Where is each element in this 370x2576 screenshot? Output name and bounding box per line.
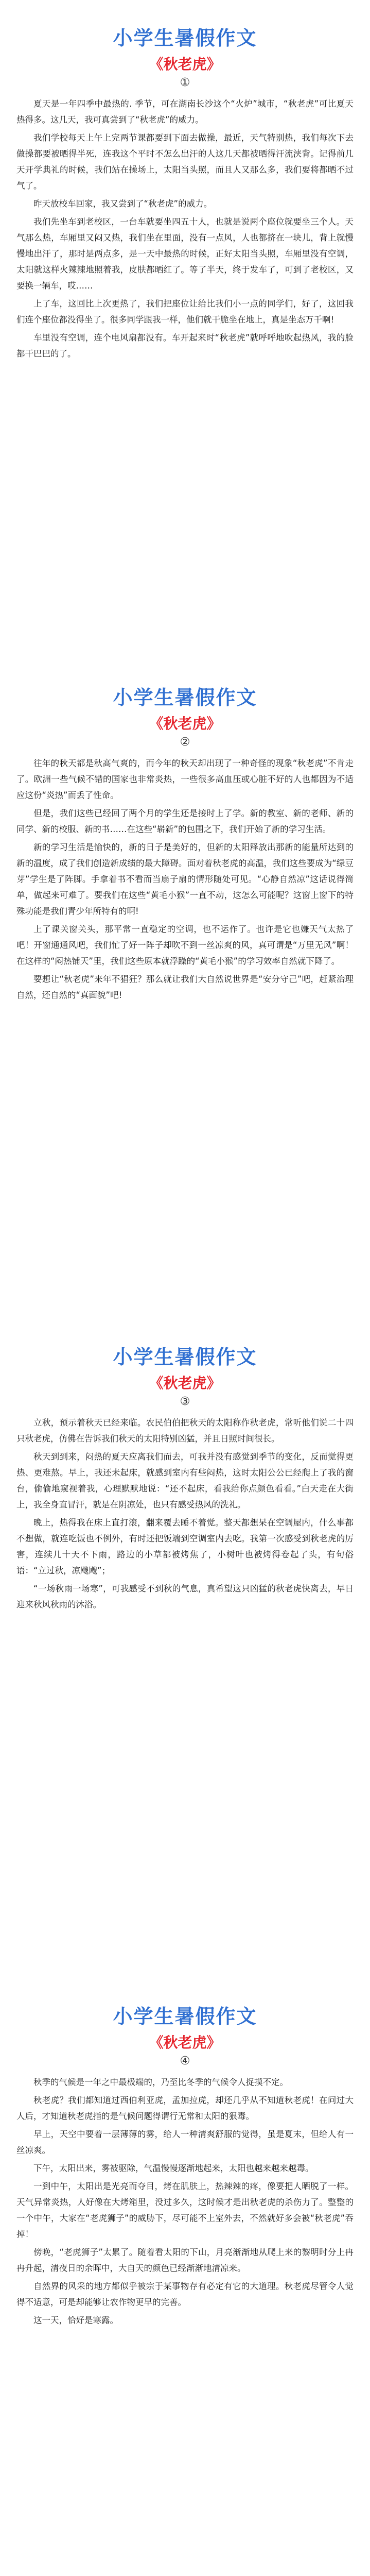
paragraph: 昨天放校车回家，我又尝到了“秋老虎”的威力。 <box>33 199 213 209</box>
paragraph: 秋天到到来，闷热的夏天应离我们而去，可我并没有感觉到季节的变化，反而觉得更热、更难熬。早上，我还未起床，就感到室内有些闷热，这时太阳公公已经爬上了我的窗台，偷偷地窥视着我，心理默默地说：“还不起床，看我给你点颜色看看。”白天走在大街上，我全身直冒汗，就是在阴凉处，也只有感受热风的洗礼。 <box>16 1452 354 1510</box>
essay-heading: 小学生暑假作文 <box>113 1345 257 1368</box>
paragraph: 自然界的风采的地方都似乎被宗于某事物存有必定有它的大道理。秋老虎尽管令人觉得不适意，可是却能够让农作物更早的完善。 <box>16 2281 354 2307</box>
paragraph: 我们学校每天上午上完两节课都要到下面去做操，最近，天气特别热，我们每次下去做操都要被晒得半死，连我这个平时不怎么出汗的人这几天都被晒得汗流浃背。记得前几天开学典礼的时候，我们站在操场上，太阳当头照，而且人又那么多，我们要将都晒不过气了。 <box>16 133 354 191</box>
paragraph: 秋季的气候是一年之中最极端的，乃至比冬季的气候令人捉摸不定。 <box>33 2077 288 2087</box>
paragraph: 早上，天空中要着一层薄薄的雾，给人一种清爽舒服的觉得，虽是夏末，但给人有一丝凉爽。 <box>16 2129 354 2155</box>
paragraph: 但是，我们这些已经回了两个月的学生还是接时上了学。新的教室、新的老师、新的同学、新的校服、新的书……在这些“崭新”的包围之下，我们开始了新的学习生活。 <box>16 808 354 834</box>
paragraph: 新的学习生活是愉快的，新的日子是美好的，但新的太阳释放出那新的能量所达到的新的温度，成了我们创造新成绩的最大障碍。面对着秋老虎的高温，我们这些要成为“绿豆芽”学生是了阵脚。手拿着书不看而当扇子扇的情形随处可见。“心静自然凉”这话说得简单，做起来可难了。要我们在这些“黄毛小猴”一直不动，这怎么可能呢？这窗上窗下的特殊功能是我们青少年所特有的啊! <box>16 842 354 916</box>
essay-number: ④ <box>180 2055 190 2067</box>
essay-4 <box>16 1978 354 2576</box>
paragraph: 晚上，热得我在床上直打滚，翻来覆去睡不着觉。整天都想呆在空调屋内，什么事都不想做，就连吃饭也不例外，有时还把饭端到空调室内去吃。我第一次感受到秋老虎的厉害，连续几十天不下雨，路边的小草都被烤焦了，小树叶也被烤得卷起了头，有句俗语：“立过秋，凉飕飕”； <box>16 1518 354 1575</box>
paragraph: 一到中午，太阳出是光亮而夺目，烤在肌肤上，热辣辣的疼，像要把人晒脱了一样。天气异常炎热，人好像在大烤箱里，没过多久，这时候才是出秋老虎的杀伤力了。整整的一个中午，大家在“老虎狮子”的威胁下，尽可能不上室外去，不然就好多会被“秋老虎”吞掉！ <box>16 2181 354 2239</box>
paragraph: 夏天是一年四季中最热的. 季节，可在湖南长沙这个“火炉”城市，“秋老虎”可比夏天热得多。这几天，我可真尝到了“秋老虎”的威力。 <box>16 99 354 125</box>
paragraph: 往年的秋天都是秋高气爽的，而今年的秋天却出现了一种奇怪的现象“秋老虎”不肯走了。欧洲一些气候不错的国家也非常炎热，一些很多高血压或心脏不好的人也都因为不适应这份“炎热”而丢了性命。 <box>16 758 354 800</box>
essay-number: ① <box>180 76 190 89</box>
essay-heading: 小学生暑假作文 <box>113 2005 257 2028</box>
essay-number: ③ <box>180 1395 190 1408</box>
paragraph: 我们先坐车到老校区，一台车就要坐四五十人，也就是说两个座位就要坐三个人。天气那么热，车厢里又闷又热，我们坐在里面，没有一点风，人也都挤在一块儿，背上就慢慢地出汗了，那时是两点多，是一天中最热的时候，正好太阳当头照，车厢里没有空调，太阳就这样火辣辣地照着我，皮肤都晒红了。等了半天，终于发车了，可到了老校区，又要换一辆车，哎…… <box>16 217 354 291</box>
paragraph: “一场秋雨一场寒”，可我感受不到秋的气息，真希望这只凶猛的秋老虎快离去，早日迎来秋风秋雨的沐浴。 <box>16 1584 354 1609</box>
essay-3 <box>16 1319 354 1978</box>
paragraph: 傍晚，“老虎狮子”太累了。随着看太阳的下山，月亮渐渐地从爬上来的黎明时分上冉冉升起，清夜日的余晖中，大自天的颜色已经渐渐地清凉来。 <box>16 2247 354 2273</box>
paragraph: 秋老虎？我们都知道过西伯利亚虎，孟加拉虎，却还几乎从不知道秋老虎！在问过大人后，才知道秋老虎指的是气候问题得谓行无常和太阳的狠毒。 <box>16 2095 354 2121</box>
paragraph: 上了车，这回比上次更热了，我们把座位让给比我们小一点的同学们，好了，这回我们连个座位都没得坐了。很多同学跟我一样，他们就干脆坐在地上，真是坐态万千啊! <box>16 299 354 325</box>
essay-subtitle: 《秋老虎》 <box>149 1375 221 1392</box>
essay-heading: 小学生暑假作文 <box>113 686 257 709</box>
essay-number: ② <box>180 736 190 749</box>
paragraph: 立秋，预示着秋天已经来临。农民伯伯把秋天的太阳称作秋老虎，常听他们说二十四只秋老虎，仿佛在告诉我们秋天的太阳特别凶猛，并且日照时间很长。 <box>16 1418 354 1444</box>
paragraph: 要想让“秋老虎”来年不猖狂？那么就让我们大自然说世界是“安分守己”吧，赶紧治理自然，还自然的“真面貌”吧! <box>16 974 354 1000</box>
essay-1 <box>16 0 354 659</box>
paragraph: 下午，太阳出来，雾被驱除，气温慢慢逐渐地起来，太阳也越来越来越毒。 <box>33 2163 314 2173</box>
paragraph: 上了课关窗关头，那平常一直稳定的空调，也不运作了。也许是它也嫌天气太热了吧！开窗通通风吧，我们忙了好一阵子却吹不到一丝凉爽的风，真可谓是“万里无风”啊！在这样的“闷热铺天”里，我们这些原本就浮躁的“黄毛小猴”的学习效率自然就下降了。 <box>16 924 354 966</box>
essay-subtitle: 《秋老虎》 <box>149 56 221 73</box>
essay-subtitle: 《秋老虎》 <box>149 2034 221 2051</box>
essay-heading: 小学生暑假作文 <box>113 26 257 49</box>
essay-2 <box>16 659 354 1319</box>
paragraph: 车里没有空调，连个电风扇都没有。车开起来时“秋老虎”就呼呼地吹起热风，我的脸都干巴巴的了。 <box>16 333 354 359</box>
paragraph: 这一天，恰好是寒露。 <box>33 2315 118 2325</box>
essay-subtitle: 《秋老虎》 <box>149 715 221 732</box>
